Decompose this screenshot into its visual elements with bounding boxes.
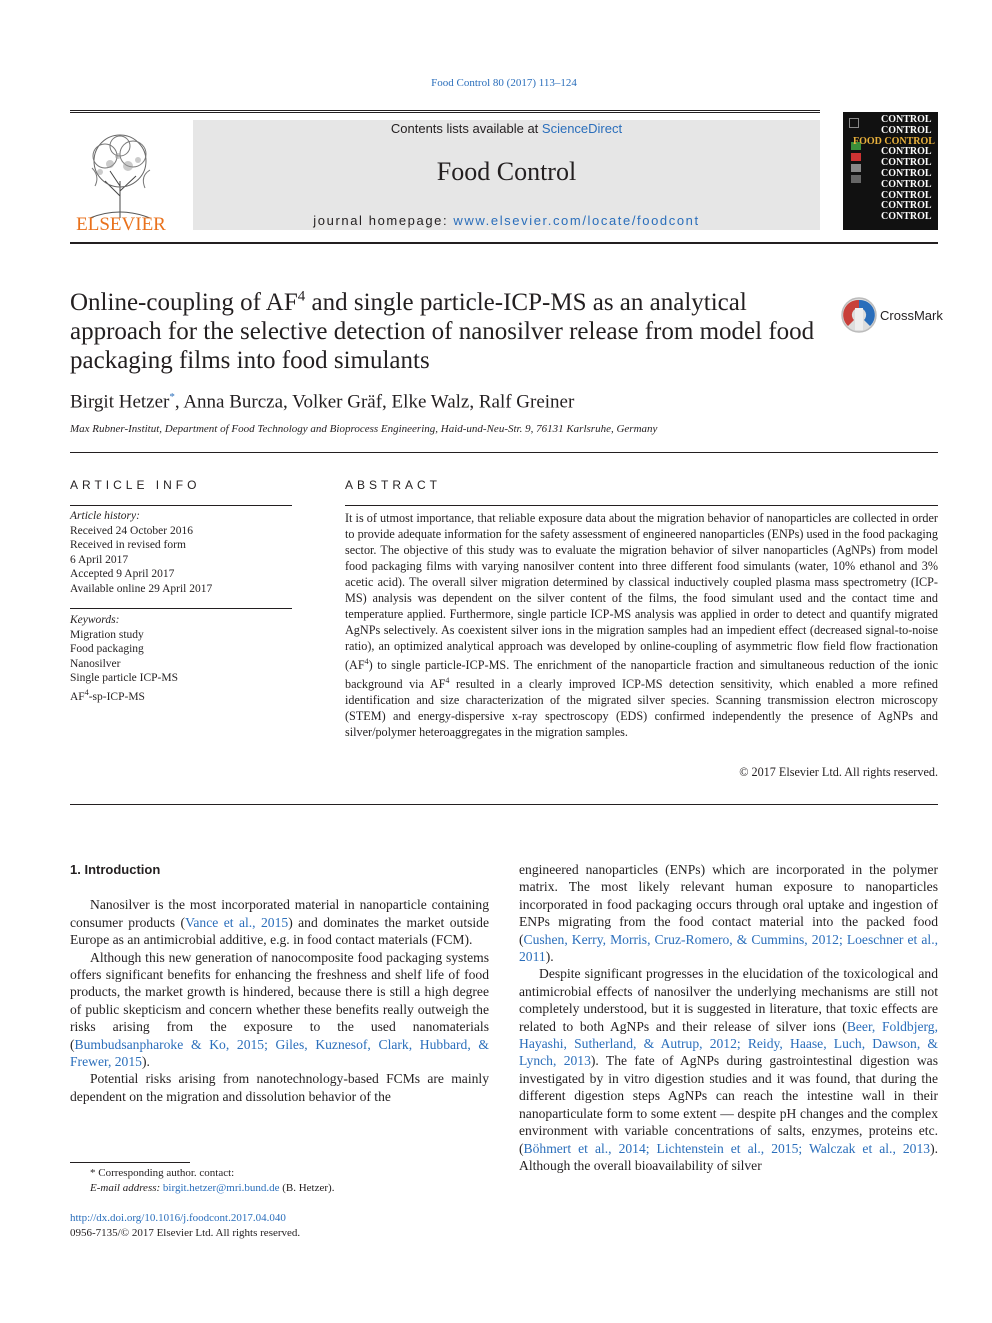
history-item: 6 April 2017 — [70, 553, 129, 566]
cover-title-line: CONTROL — [881, 114, 932, 125]
paragraph: Despite significant progresses in the elucidation of the toxicological and antimicrobial effects of nanosilver the underlying mechanisms are still not completely understood, but it is suggested in literature, that toxic effects are related to both AgNPs and their release of silver ions (Beer, Foldbjerg, Hayashi, Sutherland, & Autrup, 2012; Reidy, Haase, Luch, Dawson, & Lynch, 2013). The fate of AgNPs during gastrointestinal digestion was investigated by in vitro digestion studies and it was found, that during the different digestion steps AgNPs can reach the intestine wall in their nanoparticulate form to some extent — despite pH changes and the complex environment with variable concentrations of salts, enzymes, proteins etc. (Böhmert et al., 2014; Lichtenstein et al., 2015; Walczak et al., 2013). Although the overall bioavailability of silver — [519, 966, 938, 1173]
affiliation-rule — [70, 452, 938, 453]
footnote-email-line: E-mail address: birgit.hetzer@mri.bund.de (B. Hetzer). — [90, 1182, 335, 1194]
citation-link[interactable]: Vance et al., 2015 — [185, 914, 289, 930]
author-corresponding: Birgit Hetzer — [70, 391, 170, 413]
author-list — [70, 391, 930, 413]
affiliation: Max Rubner-Institut, Department of Food Technology and Bioprocess Engineering, Haid-und-Neu-Str. 9, 76131 Karlsruhe, Germany — [70, 423, 658, 435]
keyword-item: Single particle ICP-MS — [70, 672, 178, 684]
keywords-heading: Keywords: — [70, 614, 120, 626]
abstract-rule — [345, 505, 938, 506]
journal-name: Food Control — [436, 157, 577, 186]
journal-cover[interactable] — [843, 112, 938, 230]
cover-title-line: CONTROL — [881, 157, 932, 169]
crossmark-label[interactable]: CrossMark — [880, 308, 943, 323]
cover-thumb — [849, 118, 859, 128]
citation-link[interactable]: Cushen, Kerry, Morris, Cruz-Romero, & Cummins, 2012; Loeschner et al., 2011 — [519, 931, 938, 965]
header-rule-2 — [70, 112, 820, 113]
cover-title-line: FOOD CONTROL — [853, 135, 935, 147]
issn-line: 0956-7135/© 2017 Elsevier Ltd. All rights reserved. — [70, 1227, 301, 1239]
citation-link[interactable]: Bumbudsanpharoke & Ko, 2015; Giles, Kuznesof, Clark, Hubbard, & Frewer, 2015 — [70, 1036, 489, 1070]
footnote-rule — [70, 1162, 190, 1163]
cover-title-stack — [853, 114, 937, 223]
author-others: , Anna Burcza, Volker Gräf, Elke Walz, Ralf Greiner — [174, 391, 575, 413]
cover-title-line: CONTROL — [881, 124, 932, 136]
article-title: Online-coupling of $AF^4$ and single particle-ICP-MS as an analytical approach for the selective detection of nanosilver release from model food packaging films into food simulants — [70, 288, 815, 374]
keyword-item: $AF^4-sp-ICP-MS$ — [70, 687, 145, 703]
masthead-bottom-rule — [70, 242, 938, 244]
corresponding-mark[interactable]: * — [169, 391, 175, 403]
paragraph: Potential risks arising from nanotechnology-based FCMs are mainly dependent on the migration and dissolution behavior of the — [70, 1071, 489, 1104]
citation-link[interactable]: Beer, Foldbjerg, Hayashi, Sutherland, & Autrup, 2012; Reidy, Haase, Luch, Dawson, & Lynch, 2013 — [519, 1018, 938, 1069]
history-item: Accepted 9 April 2017 — [70, 568, 175, 580]
cover-title-line: CONTROL — [881, 146, 932, 158]
cover-title-line: CONTROL — [881, 178, 932, 190]
elsevier-wordmark: ELSEVIER — [76, 214, 166, 235]
keyword-item: Nanosilver — [70, 657, 121, 670]
author-email-link[interactable]: birgit.hetzer@mri.bund.de — [162, 1182, 280, 1194]
abstract-copyright: © 2017 Elsevier Ltd. All rights reserved. — [739, 765, 938, 779]
homepage-prefix: journal homepage: — [313, 213, 454, 228]
footnote-line: * Corresponding author. contact: — [90, 1167, 235, 1179]
history-item: Available online 29 April 2017 — [70, 582, 213, 595]
body-left-column — [70, 861, 489, 1105]
section-heading-introduction: 1. Introduction — [70, 862, 161, 877]
homepage-link[interactable]: www.elsevier.com/locate/foodcont — [453, 213, 700, 228]
cover-title-line: CONTROL — [881, 167, 932, 179]
contents-line — [193, 121, 820, 136]
keywords-rule — [70, 608, 292, 609]
keyword-item: Food packaging — [70, 643, 144, 655]
footnote-mark: * — [90, 1167, 96, 1179]
abstract-heading: ABSTRACT — [345, 478, 442, 492]
article-info-rule — [70, 505, 292, 506]
doi-block — [70, 1211, 300, 1241]
cover-title-line: CONTROL — [881, 189, 932, 201]
citation-link[interactable]: Böhmert et al., 2014; Lichtenstein et al., 2015; Walczak et al., 2013 — [523, 1140, 931, 1156]
article-history — [70, 509, 292, 596]
paragraph: Although this new generation of nanocomposite food packaging systems offers significant benefits for enhancing the freshness and shelf life of food products, the market growth is hindered, because there is still a high degree of public skepticism and concern whether these benefits really outweigh the risks arising from the exposure to the used nanomaterials (Bumbudsanpharoke & Ko, 2015; Giles, Kuznesof, Clark, Hubbard, & Frewer, 2015). — [70, 949, 489, 1070]
keywords-list — [70, 613, 292, 704]
paragraph: engineered nanoparticles (ENPs) which are incorporated in the polymer matrix. The most likely relevant human exposure to nanoparticles incorporated in food packaging occurs through oral uptake and ingestion of ENPs migrating from the food contact material into the packed food (Cushen, Kerry, Morris, Cruz-Romero, & Cummins, 2012; Loeschner et al., 2011). — [519, 862, 938, 965]
history-item: Received 24 October 2016 — [70, 524, 193, 537]
article-info-heading: ARTICLE INFO — [70, 478, 201, 492]
crossmark-icon[interactable] — [840, 296, 880, 336]
cover-title-line: CONTROL — [881, 200, 932, 212]
header-rule — [70, 110, 820, 111]
homepage-line — [193, 213, 820, 228]
history-heading: Article history: — [70, 510, 140, 522]
cover-swatches — [851, 142, 861, 202]
body-right-column — [519, 861, 938, 1174]
journal-citation[interactable]: Food Control 80 (2017) 113–124 — [431, 77, 577, 89]
abstract-text: It is of utmost importance, that reliable exposure data about the migration behavior of nanoparticles are collected in order to provide adequate information for the safety assessment of engineered nanoparticles (ENPs) used in the food packaging sector. The objective of this study was to evaluate the migration behavior of silver nanoparticles (AgNPs) from model food packaging films with varying nanosilver content into three different food simulants (water, 10% ethanol and 3% acetic acid). The overall silver migration determined by classical inductively coupled plasma mass spectrometry (ICP-MS) analysis was dependent on the silver content of the films, the food simulant used and the contact time and temperature applied. Furthermore, single particle ICP-MS analysis was applied in order to detect and quantify migrated AgNPs selectively. As coexistent silver ions in the migration samples had an impedient effect (decreased signal-to-noise ratio), an optimized analytical approach was developed by online-coupling of asymmetric flow field flow fractionation $(AF^4)$ to single particle-ICP-MS. The enrichment of the nanoparticle fraction and simultaneous reduction of the ionic background via $AF^4$ resulted in a clearly improved ICP-MS detection sensitivity, which enabled a more refined identification and size characterization of the migrated silver species. Scanning transmission electron microscopy (STEM) and energy-dispersive x-ray spectroscopy (EDS) confirmed independently the presence of AgNPs and silver/polymer heteroaggregates in the migration samples. — [345, 511, 938, 740]
corresponding-footnote — [70, 1166, 490, 1196]
doi-link[interactable]: http://dx.doi.org/10.1016/j.foodcont.2017.04.040 — [70, 1212, 286, 1224]
cover-title-line: CONTROL — [881, 211, 932, 223]
abstract-end-rule — [70, 804, 938, 805]
history-item: Received in revised form — [70, 539, 186, 551]
contents-prefix: Contents lists available at — [390, 121, 542, 136]
keyword-item: Migration study — [70, 628, 144, 641]
paragraph: Nanosilver is the most incorporated material in nanoparticle containing consumer products (Vance et al., 2015) and dominates the market outside Europe as an antimicrobial additive, e.g. in food contact materials (FCM). — [70, 897, 489, 948]
sciencedirect-link[interactable]: ScienceDirect — [541, 121, 623, 136]
